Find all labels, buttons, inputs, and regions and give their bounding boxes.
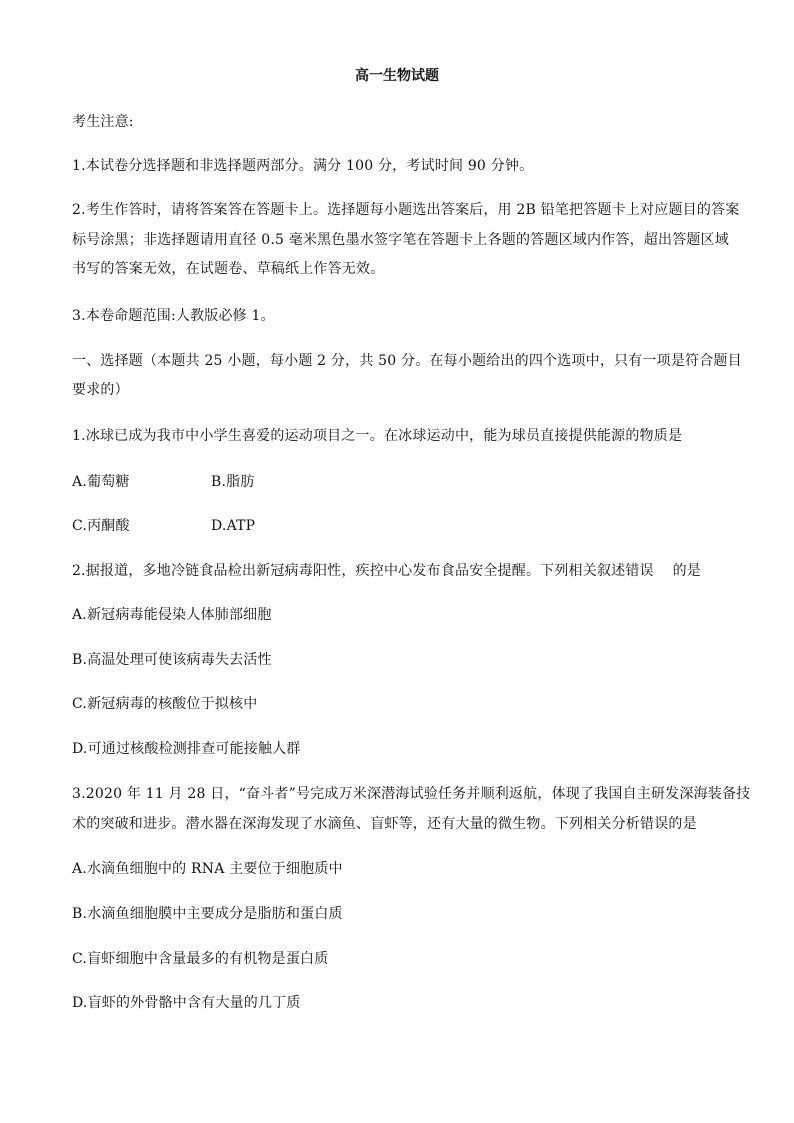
question-1-option-d: D.ATP (211, 518, 256, 534)
notice-item-2-line-1: 2.考生作答时，请将答案答在答题卡上。选择题每小题选出答案后，用 2B 铅笔把答题卡上对应题目的答案 (72, 202, 740, 218)
question-1-option-c: C.丙酮酸 (72, 518, 130, 534)
question-2-option-b: B.高温处理可使该病毒失去活性 (72, 652, 272, 668)
question-1-options-row-1 (72, 472, 722, 492)
question-3-option-c: C.盲虾细胞中含量最多的有机物是蛋白质 (72, 951, 329, 967)
question-1-options-row-2 (72, 516, 722, 536)
question-1-option-a: A.葡萄糖 (72, 474, 130, 490)
section-1-heading-line-2: 要求的） (72, 382, 129, 398)
section-1-heading-line-1: 一、选择题（本题共 25 小题，每小题 2 分，共 50 分。在每小题给出的四个选项中，只有一项是符合题目 (72, 353, 742, 369)
notice-item-2-line-2: 标号涂黑；非选择题请用直径 0.5 毫米黑色墨水签字笔在答题卡上各题的答题区域内作答，超出答题区域 (72, 232, 729, 248)
exam-title: 高一生物试题 (355, 68, 439, 84)
question-2-option-c: C.新冠病毒的核酸位于拟核中 (72, 696, 258, 712)
notice-item-1: 1.本试卷分选择题和非选择题两部分。满分 100 分，考试时间 90 分钟。 (72, 158, 534, 174)
question-2-stem: 2.据报道，多地冷链食品检出新冠病毒阳性，疾控中心发布食品安全提醒。下列相关叙述错误 的是 (72, 563, 702, 579)
question-3-option-a: A.水滴鱼细胞中的 RNA 主要位于细胞质中 (72, 861, 343, 877)
question-3-stem-line-2: 术的突破和进步。潜水器在深海发现了水滴鱼、盲虾等，还有大量的微生物。下列相关分析错误的是 (72, 816, 697, 832)
question-3-option-b: B.水滴鱼细胞膜中主要成分是脂肪和蛋白质 (72, 906, 343, 922)
notice-item-3: 3.本卷命题范围:人教版必修 1。 (72, 308, 275, 324)
question-3-option-d: D.盲虾的外骨骼中含有大量的几丁质 (72, 995, 301, 1011)
notice-heading: 考生注意: (72, 114, 134, 130)
question-3-stem-line-1: 3.2020 年 11 月 28 日，“奋斗者”号完成万米深潜海试验任务并顺利返航，体现了我国自主研发深海装备技 (72, 786, 751, 802)
question-1-stem: 1.冰球已成为我市中小学生喜爱的运动项目之一。在冰球运动中，能为球员直接提供能源的物质是 (72, 428, 683, 444)
question-2-option-a: A.新冠病毒能侵染人体肺部细胞 (72, 607, 272, 623)
notice-item-2-line-3: 书写的答案无效，在试题卷、草稿纸上作答无效。 (72, 261, 385, 277)
question-1-option-b: B.脂肪 (211, 474, 255, 490)
question-2-option-d: D.可通过核酸检测排查可能接触人群 (72, 741, 301, 757)
